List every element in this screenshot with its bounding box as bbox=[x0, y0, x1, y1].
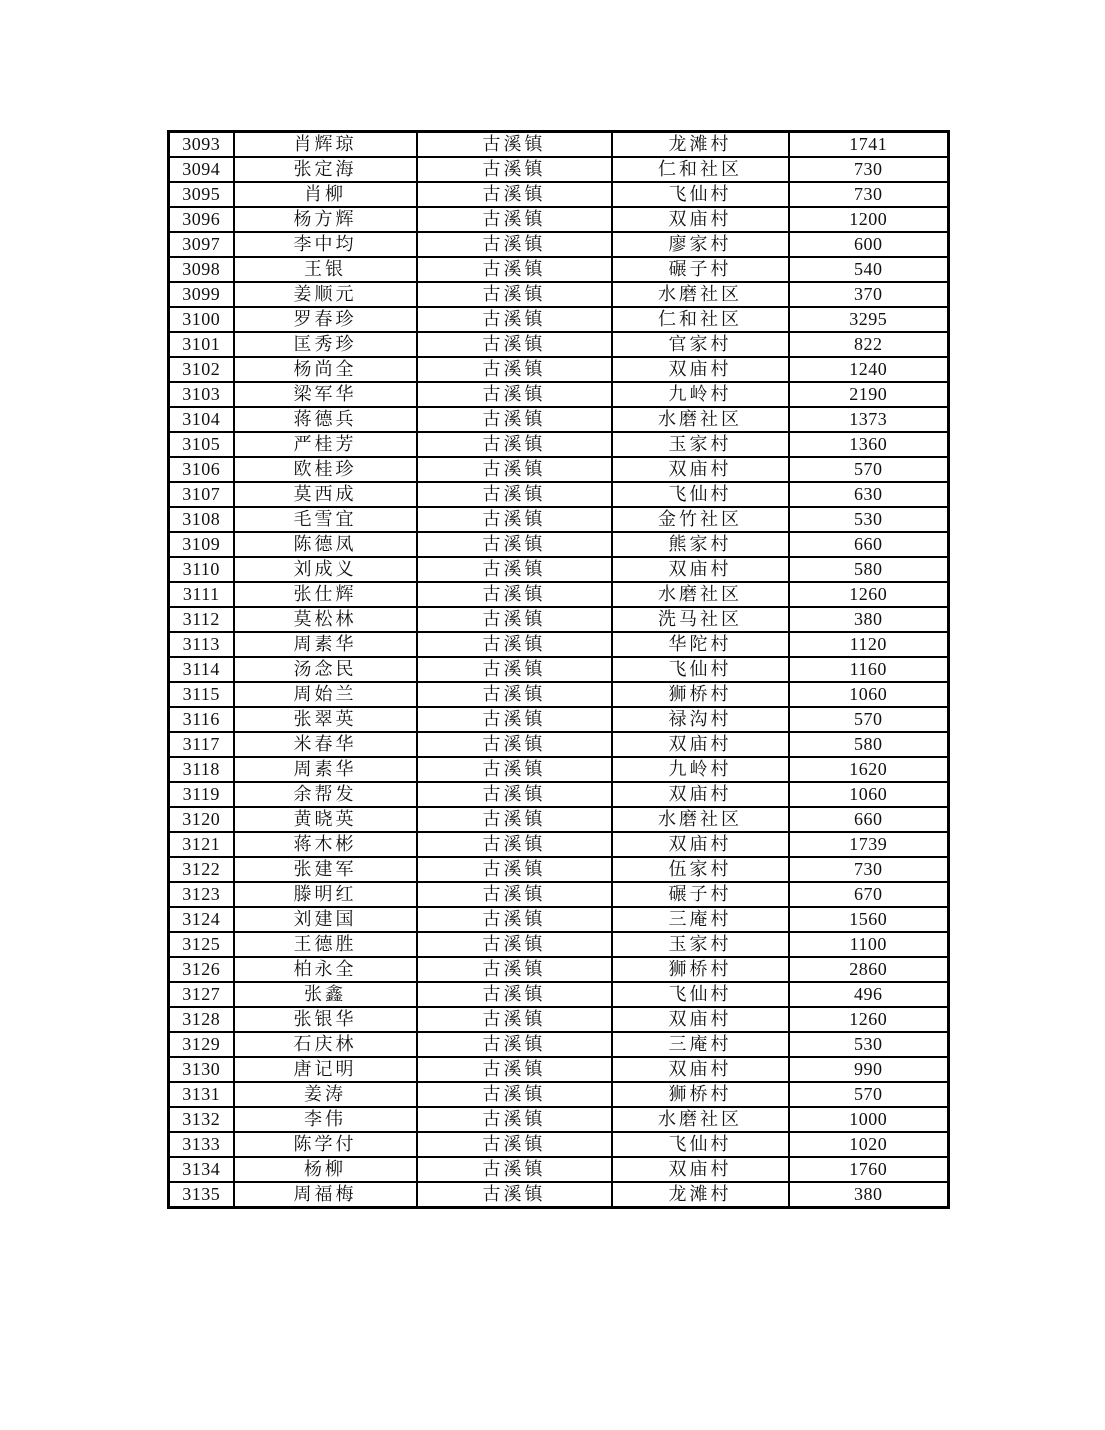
person-name-cell: 刘成义 bbox=[234, 557, 417, 582]
person-name-cell: 李伟 bbox=[234, 1107, 417, 1132]
town-cell: 古溪镇 bbox=[417, 332, 612, 357]
village-cell: 双庙村 bbox=[612, 832, 789, 857]
town-cell: 古溪镇 bbox=[417, 257, 612, 282]
amount-cell: 1760 bbox=[789, 1157, 949, 1182]
village-cell: 双庙村 bbox=[612, 1157, 789, 1182]
amount-cell: 380 bbox=[789, 1182, 949, 1208]
serial-number-cell: 3110 bbox=[169, 557, 234, 582]
amount-cell: 580 bbox=[789, 557, 949, 582]
amount-cell: 1741 bbox=[789, 132, 949, 158]
serial-number-cell: 3101 bbox=[169, 332, 234, 357]
table-row bbox=[169, 382, 949, 407]
village-cell: 狮桥村 bbox=[612, 957, 789, 982]
serial-number-cell: 3094 bbox=[169, 157, 234, 182]
table-row bbox=[169, 157, 949, 182]
town-cell: 古溪镇 bbox=[417, 482, 612, 507]
amount-cell: 570 bbox=[789, 1082, 949, 1107]
town-cell: 古溪镇 bbox=[417, 1107, 612, 1132]
serial-number-cell: 3097 bbox=[169, 232, 234, 257]
village-cell: 双庙村 bbox=[612, 557, 789, 582]
amount-cell: 1160 bbox=[789, 657, 949, 682]
person-name-cell: 杨柳 bbox=[234, 1157, 417, 1182]
table-row bbox=[169, 907, 949, 932]
village-cell: 水磨社区 bbox=[612, 407, 789, 432]
serial-number-cell: 3127 bbox=[169, 982, 234, 1007]
table-row bbox=[169, 857, 949, 882]
village-cell: 伍家村 bbox=[612, 857, 789, 882]
table-row bbox=[169, 657, 949, 682]
person-name-cell: 黄晓英 bbox=[234, 807, 417, 832]
table-row bbox=[169, 1007, 949, 1032]
person-name-cell: 罗春珍 bbox=[234, 307, 417, 332]
table-row bbox=[169, 532, 949, 557]
table-row bbox=[169, 257, 949, 282]
serial-number-cell: 3126 bbox=[169, 957, 234, 982]
serial-number-cell: 3098 bbox=[169, 257, 234, 282]
table-row bbox=[169, 557, 949, 582]
table-row bbox=[169, 132, 949, 158]
roster-table-body bbox=[169, 132, 949, 1208]
village-cell: 狮桥村 bbox=[612, 682, 789, 707]
village-cell: 水磨社区 bbox=[612, 282, 789, 307]
person-name-cell: 李中均 bbox=[234, 232, 417, 257]
table-row bbox=[169, 982, 949, 1007]
person-name-cell: 毛雪宜 bbox=[234, 507, 417, 532]
amount-cell: 630 bbox=[789, 482, 949, 507]
town-cell: 古溪镇 bbox=[417, 657, 612, 682]
village-cell: 水磨社区 bbox=[612, 807, 789, 832]
town-cell: 古溪镇 bbox=[417, 457, 612, 482]
village-cell: 水磨社区 bbox=[612, 1107, 789, 1132]
amount-cell: 660 bbox=[789, 807, 949, 832]
village-cell: 双庙村 bbox=[612, 782, 789, 807]
person-name-cell: 王银 bbox=[234, 257, 417, 282]
amount-cell: 3295 bbox=[789, 307, 949, 332]
amount-cell: 730 bbox=[789, 857, 949, 882]
town-cell: 古溪镇 bbox=[417, 307, 612, 332]
amount-cell: 730 bbox=[789, 157, 949, 182]
serial-number-cell: 3121 bbox=[169, 832, 234, 857]
person-name-cell: 张建军 bbox=[234, 857, 417, 882]
village-cell: 熊家村 bbox=[612, 532, 789, 557]
table-row bbox=[169, 682, 949, 707]
village-cell: 仁和社区 bbox=[612, 307, 789, 332]
amount-cell: 570 bbox=[789, 457, 949, 482]
amount-cell: 822 bbox=[789, 332, 949, 357]
table-row bbox=[169, 1132, 949, 1157]
village-cell: 双庙村 bbox=[612, 357, 789, 382]
person-name-cell: 张银华 bbox=[234, 1007, 417, 1032]
town-cell: 古溪镇 bbox=[417, 632, 612, 657]
table-row bbox=[169, 832, 949, 857]
town-cell: 古溪镇 bbox=[417, 732, 612, 757]
amount-cell: 1360 bbox=[789, 432, 949, 457]
person-name-cell: 张鑫 bbox=[234, 982, 417, 1007]
amount-cell: 380 bbox=[789, 607, 949, 632]
amount-cell: 1260 bbox=[789, 582, 949, 607]
table-row bbox=[169, 357, 949, 382]
person-name-cell: 余帮发 bbox=[234, 782, 417, 807]
table-row bbox=[169, 1032, 949, 1057]
village-cell: 狮桥村 bbox=[612, 1082, 789, 1107]
town-cell: 古溪镇 bbox=[417, 357, 612, 382]
town-cell: 古溪镇 bbox=[417, 382, 612, 407]
amount-cell: 1100 bbox=[789, 932, 949, 957]
person-name-cell: 张仕辉 bbox=[234, 582, 417, 607]
town-cell: 古溪镇 bbox=[417, 1182, 612, 1208]
town-cell: 古溪镇 bbox=[417, 182, 612, 207]
table-row bbox=[169, 1082, 949, 1107]
amount-cell: 1000 bbox=[789, 1107, 949, 1132]
serial-number-cell: 3112 bbox=[169, 607, 234, 632]
serial-number-cell: 3095 bbox=[169, 182, 234, 207]
person-name-cell: 刘建国 bbox=[234, 907, 417, 932]
serial-number-cell: 3096 bbox=[169, 207, 234, 232]
serial-number-cell: 3118 bbox=[169, 757, 234, 782]
table-row bbox=[169, 507, 949, 532]
person-name-cell: 杨方辉 bbox=[234, 207, 417, 232]
amount-cell: 660 bbox=[789, 532, 949, 557]
table-row bbox=[169, 757, 949, 782]
town-cell: 古溪镇 bbox=[417, 982, 612, 1007]
amount-cell: 530 bbox=[789, 1032, 949, 1057]
person-name-cell: 滕明红 bbox=[234, 882, 417, 907]
serial-number-cell: 3135 bbox=[169, 1182, 234, 1208]
amount-cell: 1060 bbox=[789, 782, 949, 807]
serial-number-cell: 3132 bbox=[169, 1107, 234, 1132]
village-cell: 碾子村 bbox=[612, 257, 789, 282]
serial-number-cell: 3093 bbox=[169, 132, 234, 158]
village-cell: 双庙村 bbox=[612, 1057, 789, 1082]
serial-number-cell: 3114 bbox=[169, 657, 234, 682]
amount-cell: 1200 bbox=[789, 207, 949, 232]
village-cell: 龙滩村 bbox=[612, 1182, 789, 1208]
town-cell: 古溪镇 bbox=[417, 582, 612, 607]
serial-number-cell: 3102 bbox=[169, 357, 234, 382]
amount-cell: 540 bbox=[789, 257, 949, 282]
table-row bbox=[169, 307, 949, 332]
person-name-cell: 蒋木彬 bbox=[234, 832, 417, 857]
town-cell: 古溪镇 bbox=[417, 432, 612, 457]
amount-cell: 1020 bbox=[789, 1132, 949, 1157]
village-cell: 双庙村 bbox=[612, 207, 789, 232]
serial-number-cell: 3129 bbox=[169, 1032, 234, 1057]
amount-cell: 1120 bbox=[789, 632, 949, 657]
table-row bbox=[169, 182, 949, 207]
table-row bbox=[169, 782, 949, 807]
amount-cell: 990 bbox=[789, 1057, 949, 1082]
town-cell: 古溪镇 bbox=[417, 157, 612, 182]
serial-number-cell: 3130 bbox=[169, 1057, 234, 1082]
table-row bbox=[169, 457, 949, 482]
amount-cell: 2190 bbox=[789, 382, 949, 407]
serial-number-cell: 3115 bbox=[169, 682, 234, 707]
person-name-cell: 肖柳 bbox=[234, 182, 417, 207]
table-row bbox=[169, 582, 949, 607]
town-cell: 古溪镇 bbox=[417, 507, 612, 532]
amount-cell: 1260 bbox=[789, 1007, 949, 1032]
serial-number-cell: 3099 bbox=[169, 282, 234, 307]
town-cell: 古溪镇 bbox=[417, 907, 612, 932]
serial-number-cell: 3106 bbox=[169, 457, 234, 482]
town-cell: 古溪镇 bbox=[417, 607, 612, 632]
serial-number-cell: 3131 bbox=[169, 1082, 234, 1107]
table-row bbox=[169, 607, 949, 632]
person-name-cell: 张翠英 bbox=[234, 707, 417, 732]
town-cell: 古溪镇 bbox=[417, 1157, 612, 1182]
serial-number-cell: 3107 bbox=[169, 482, 234, 507]
village-cell: 双庙村 bbox=[612, 1007, 789, 1032]
person-name-cell: 唐记明 bbox=[234, 1057, 417, 1082]
person-name-cell: 周素华 bbox=[234, 632, 417, 657]
serial-number-cell: 3119 bbox=[169, 782, 234, 807]
village-cell: 官家村 bbox=[612, 332, 789, 357]
table-row bbox=[169, 932, 949, 957]
town-cell: 古溪镇 bbox=[417, 1132, 612, 1157]
person-name-cell: 严桂芳 bbox=[234, 432, 417, 457]
village-cell: 九岭村 bbox=[612, 757, 789, 782]
table-row bbox=[169, 207, 949, 232]
village-cell: 三庵村 bbox=[612, 1032, 789, 1057]
table-row bbox=[169, 407, 949, 432]
serial-number-cell: 3124 bbox=[169, 907, 234, 932]
village-cell: 龙滩村 bbox=[612, 132, 789, 158]
person-name-cell: 周始兰 bbox=[234, 682, 417, 707]
town-cell: 古溪镇 bbox=[417, 1007, 612, 1032]
person-name-cell: 蒋德兵 bbox=[234, 407, 417, 432]
amount-cell: 670 bbox=[789, 882, 949, 907]
amount-cell: 1060 bbox=[789, 682, 949, 707]
person-name-cell: 匡秀珍 bbox=[234, 332, 417, 357]
village-cell: 水磨社区 bbox=[612, 582, 789, 607]
serial-number-cell: 3125 bbox=[169, 932, 234, 957]
serial-number-cell: 3105 bbox=[169, 432, 234, 457]
serial-number-cell: 3120 bbox=[169, 807, 234, 832]
village-cell: 飞仙村 bbox=[612, 982, 789, 1007]
table-row bbox=[169, 1157, 949, 1182]
town-cell: 古溪镇 bbox=[417, 782, 612, 807]
town-cell: 古溪镇 bbox=[417, 1057, 612, 1082]
amount-cell: 1560 bbox=[789, 907, 949, 932]
person-name-cell: 陈德凤 bbox=[234, 532, 417, 557]
town-cell: 古溪镇 bbox=[417, 1082, 612, 1107]
table-row bbox=[169, 332, 949, 357]
roster-table bbox=[167, 130, 950, 1209]
village-cell: 玉家村 bbox=[612, 932, 789, 957]
town-cell: 古溪镇 bbox=[417, 407, 612, 432]
village-cell: 金竹社区 bbox=[612, 507, 789, 532]
serial-number-cell: 3109 bbox=[169, 532, 234, 557]
person-name-cell: 梁军华 bbox=[234, 382, 417, 407]
town-cell: 古溪镇 bbox=[417, 707, 612, 732]
village-cell: 九岭村 bbox=[612, 382, 789, 407]
village-cell: 碾子村 bbox=[612, 882, 789, 907]
village-cell: 洗马社区 bbox=[612, 607, 789, 632]
town-cell: 古溪镇 bbox=[417, 757, 612, 782]
table-row bbox=[169, 1057, 949, 1082]
serial-number-cell: 3122 bbox=[169, 857, 234, 882]
person-name-cell: 周福梅 bbox=[234, 1182, 417, 1208]
person-name-cell: 莫松林 bbox=[234, 607, 417, 632]
person-name-cell: 周素华 bbox=[234, 757, 417, 782]
village-cell: 三庵村 bbox=[612, 907, 789, 932]
serial-number-cell: 3123 bbox=[169, 882, 234, 907]
amount-cell: 496 bbox=[789, 982, 949, 1007]
town-cell: 古溪镇 bbox=[417, 1032, 612, 1057]
amount-cell: 530 bbox=[789, 507, 949, 532]
village-cell: 华陀村 bbox=[612, 632, 789, 657]
amount-cell: 580 bbox=[789, 732, 949, 757]
serial-number-cell: 3111 bbox=[169, 582, 234, 607]
amount-cell: 370 bbox=[789, 282, 949, 307]
amount-cell: 2860 bbox=[789, 957, 949, 982]
table-row bbox=[169, 632, 949, 657]
person-name-cell: 石庆林 bbox=[234, 1032, 417, 1057]
amount-cell: 1240 bbox=[789, 357, 949, 382]
village-cell: 玉家村 bbox=[612, 432, 789, 457]
table-row bbox=[169, 282, 949, 307]
serial-number-cell: 3113 bbox=[169, 632, 234, 657]
town-cell: 古溪镇 bbox=[417, 832, 612, 857]
village-cell: 仁和社区 bbox=[612, 157, 789, 182]
table-row bbox=[169, 232, 949, 257]
serial-number-cell: 3108 bbox=[169, 507, 234, 532]
person-name-cell: 莫西成 bbox=[234, 482, 417, 507]
town-cell: 古溪镇 bbox=[417, 132, 612, 158]
table-row bbox=[169, 957, 949, 982]
serial-number-cell: 3116 bbox=[169, 707, 234, 732]
village-cell: 廖家村 bbox=[612, 232, 789, 257]
serial-number-cell: 3134 bbox=[169, 1157, 234, 1182]
person-name-cell: 王德胜 bbox=[234, 932, 417, 957]
town-cell: 古溪镇 bbox=[417, 207, 612, 232]
table-row bbox=[169, 732, 949, 757]
person-name-cell: 陈学付 bbox=[234, 1132, 417, 1157]
village-cell: 双庙村 bbox=[612, 732, 789, 757]
town-cell: 古溪镇 bbox=[417, 282, 612, 307]
town-cell: 古溪镇 bbox=[417, 807, 612, 832]
village-cell: 双庙村 bbox=[612, 457, 789, 482]
amount-cell: 600 bbox=[789, 232, 949, 257]
village-cell: 禄沟村 bbox=[612, 707, 789, 732]
amount-cell: 1620 bbox=[789, 757, 949, 782]
table-row bbox=[169, 1182, 949, 1208]
town-cell: 古溪镇 bbox=[417, 232, 612, 257]
town-cell: 古溪镇 bbox=[417, 557, 612, 582]
town-cell: 古溪镇 bbox=[417, 957, 612, 982]
village-cell: 飞仙村 bbox=[612, 657, 789, 682]
town-cell: 古溪镇 bbox=[417, 932, 612, 957]
person-name-cell: 姜顺元 bbox=[234, 282, 417, 307]
person-name-cell: 欧桂珍 bbox=[234, 457, 417, 482]
town-cell: 古溪镇 bbox=[417, 857, 612, 882]
person-name-cell: 柏永全 bbox=[234, 957, 417, 982]
table-row bbox=[169, 882, 949, 907]
serial-number-cell: 3100 bbox=[169, 307, 234, 332]
person-name-cell: 汤念民 bbox=[234, 657, 417, 682]
town-cell: 古溪镇 bbox=[417, 682, 612, 707]
village-cell: 飞仙村 bbox=[612, 182, 789, 207]
person-name-cell: 杨尚全 bbox=[234, 357, 417, 382]
village-cell: 飞仙村 bbox=[612, 1132, 789, 1157]
serial-number-cell: 3128 bbox=[169, 1007, 234, 1032]
person-name-cell: 肖辉琼 bbox=[234, 132, 417, 158]
town-cell: 古溪镇 bbox=[417, 882, 612, 907]
person-name-cell: 姜涛 bbox=[234, 1082, 417, 1107]
amount-cell: 730 bbox=[789, 182, 949, 207]
serial-number-cell: 3117 bbox=[169, 732, 234, 757]
table-row bbox=[169, 432, 949, 457]
town-cell: 古溪镇 bbox=[417, 532, 612, 557]
table-row bbox=[169, 482, 949, 507]
village-cell: 飞仙村 bbox=[612, 482, 789, 507]
table-row bbox=[169, 807, 949, 832]
person-name-cell: 米春华 bbox=[234, 732, 417, 757]
person-name-cell: 张定海 bbox=[234, 157, 417, 182]
serial-number-cell: 3104 bbox=[169, 407, 234, 432]
table-row bbox=[169, 707, 949, 732]
amount-cell: 1373 bbox=[789, 407, 949, 432]
serial-number-cell: 3133 bbox=[169, 1132, 234, 1157]
amount-cell: 570 bbox=[789, 707, 949, 732]
table-row bbox=[169, 1107, 949, 1132]
serial-number-cell: 3103 bbox=[169, 382, 234, 407]
amount-cell: 1739 bbox=[789, 832, 949, 857]
